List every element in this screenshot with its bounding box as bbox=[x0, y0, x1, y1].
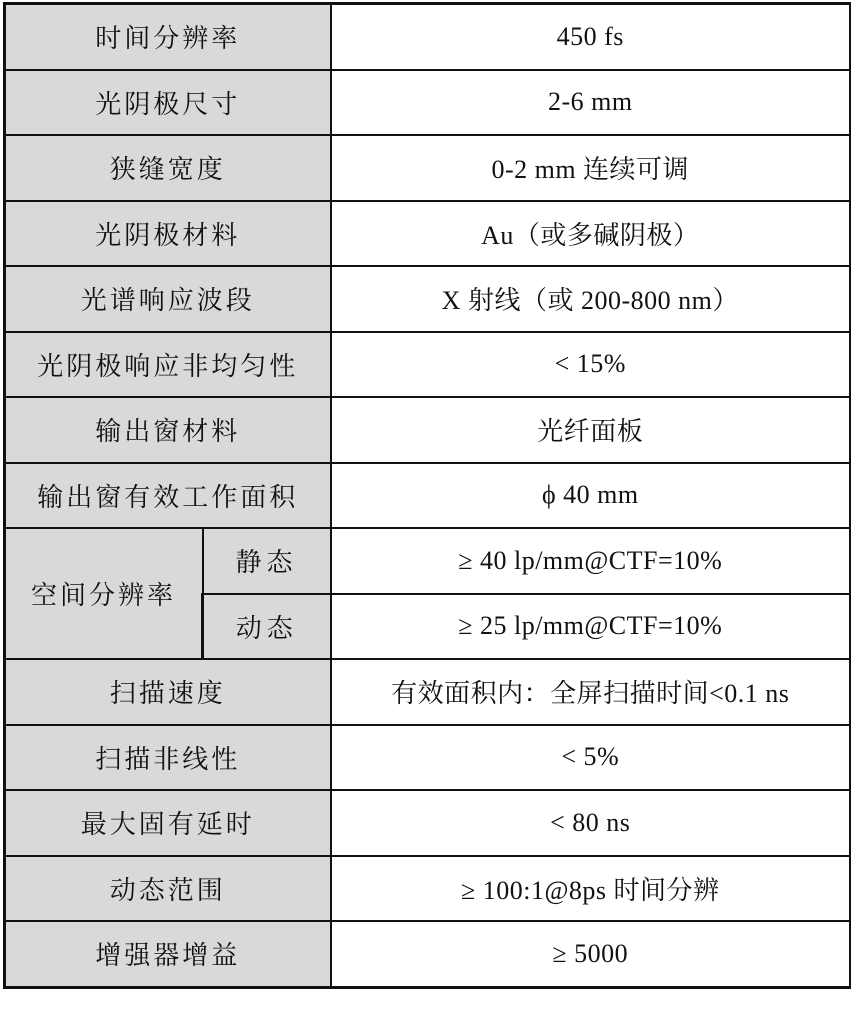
table-row bbox=[5, 70, 851, 136]
param-value: 光纤面板 bbox=[331, 397, 851, 463]
table-row bbox=[5, 135, 851, 201]
table-row bbox=[5, 856, 851, 922]
param-label: 光阴极材料 bbox=[5, 201, 331, 267]
table-row bbox=[5, 921, 851, 987]
table-row bbox=[5, 659, 851, 725]
subparam-label: 动态 bbox=[203, 594, 331, 660]
spec-table bbox=[3, 2, 851, 989]
param-label: 动态范围 bbox=[5, 856, 331, 922]
table-row bbox=[5, 528, 851, 594]
param-value: ≥ 5000 bbox=[331, 921, 851, 987]
param-label: 光谱响应波段 bbox=[5, 266, 331, 332]
param-label: 最大固有延时 bbox=[5, 790, 331, 856]
param-label: 输出窗有效工作面积 bbox=[5, 463, 331, 529]
param-value: < 80 ns bbox=[331, 790, 851, 856]
table-row bbox=[5, 266, 851, 332]
param-label: 扫描速度 bbox=[5, 659, 331, 725]
param-value: X 射线（或 200-800 nm） bbox=[331, 266, 851, 332]
param-value: 450 fs bbox=[331, 4, 851, 70]
param-value: 有效面积内：全屏扫描时间<0.1 ns bbox=[331, 659, 851, 725]
param-label: 狭缝宽度 bbox=[5, 135, 331, 201]
table-row bbox=[5, 201, 851, 267]
param-value: Au（或多碱阴极） bbox=[331, 201, 851, 267]
table-row bbox=[5, 397, 851, 463]
param-value: < 15% bbox=[331, 332, 851, 398]
param-value: ≥ 100:1@8ps 时间分辨 bbox=[331, 856, 851, 922]
table-row bbox=[5, 332, 851, 398]
table-row bbox=[5, 4, 851, 70]
param-value: 0-2 mm 连续可调 bbox=[331, 135, 851, 201]
param-value: ≥ 25 lp/mm@CTF=10% bbox=[331, 594, 851, 660]
param-value: < 5% bbox=[331, 725, 851, 791]
param-value: 2-6 mm bbox=[331, 70, 851, 136]
table-row bbox=[5, 725, 851, 791]
param-label: 输出窗材料 bbox=[5, 397, 331, 463]
param-label: 增强器增益 bbox=[5, 921, 331, 987]
table-row bbox=[5, 463, 851, 529]
param-value: ≥ 40 lp/mm@CTF=10% bbox=[331, 528, 851, 594]
param-label: 时间分辨率 bbox=[5, 4, 331, 70]
param-value: ϕ 40 mm bbox=[331, 463, 851, 529]
param-label: 空间分辨率 bbox=[5, 528, 203, 659]
table-row bbox=[5, 790, 851, 856]
param-label: 光阴极响应非均匀性 bbox=[5, 332, 331, 398]
subparam-label: 静态 bbox=[203, 528, 331, 594]
param-label: 光阴极尺寸 bbox=[5, 70, 331, 136]
param-label: 扫描非线性 bbox=[5, 725, 331, 791]
